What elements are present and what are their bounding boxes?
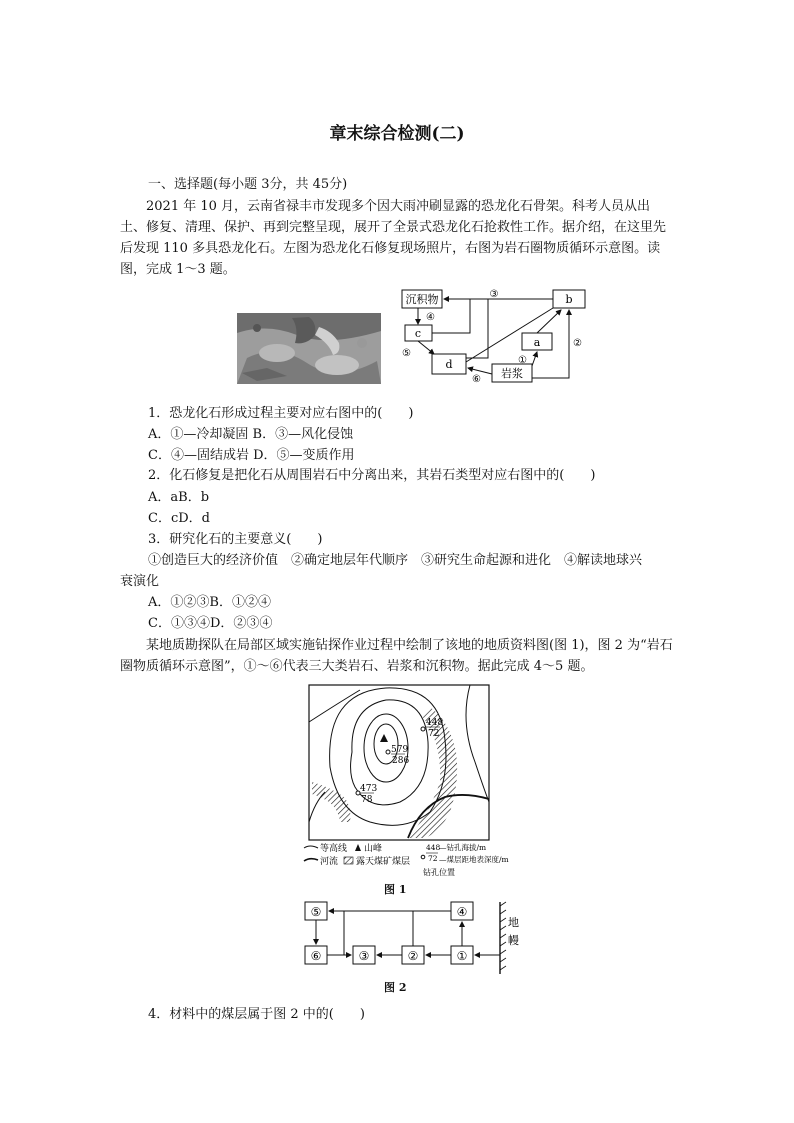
bh1-depth: 72 (428, 729, 440, 739)
q4-stem: 4．材料中的煤层属于图 2 中的( ) (148, 1007, 365, 1022)
q2-stem: 2．化石修复是把化石从周围岩石中分离出来，其岩石类型对应右图中的( ) (148, 468, 596, 483)
figure-2-rock-cycle (300, 896, 530, 978)
figure-1-geologic-map (300, 682, 530, 880)
intro-paragraph-1: 2021 年 10 月，云南省禄丰市发现多个因大雨冲刷显露的恐龙化石骨架。科考人员从出土、修复、清理、保护、再到完整呈现，展开了全景式恐龙化石抢救性工作。据介绍，在这里先后发现 110 多具恐龙化石。左图为恐龙化石修复现场照片，右图为岩石圈物质循环示意图。读图，完成 1～3 题。 (120, 199, 667, 277)
legend-coal: 露天煤矿煤层 (356, 857, 411, 867)
node-sediment: 沉积物 (405, 293, 439, 306)
legend-contour: 等高线 (320, 844, 348, 854)
legend-bh-altitude: —钻孔海拔/m (439, 843, 487, 852)
legend-bh-num-bot: 72 (428, 854, 438, 863)
mantle-label-2: 幔 (508, 934, 519, 947)
box-4: ④ (456, 905, 468, 919)
section-heading: 一、选择题(每小题 3分，共 45分) (148, 177, 348, 192)
figure-1-caption: 图 1 (384, 883, 407, 896)
fossil-restoration-photo (237, 313, 381, 384)
q3-options-ab: A．①②③B．①②④ (148, 595, 271, 610)
legend-bh-position: 钻孔位置 (423, 868, 455, 877)
q1-options-cd: C．④—固结成岩 D．⑤—变质作用 (148, 448, 355, 463)
rock-cycle-diagram (396, 286, 596, 391)
legend-peak: 山峰 (364, 844, 383, 854)
box-5: ⑤ (310, 905, 322, 919)
q3-options-line2: 衰演化 (120, 574, 160, 589)
node-c: c (414, 327, 422, 340)
mantle-label-1: 地 (508, 916, 519, 929)
box-1: ① (456, 949, 468, 963)
q3-options-cd: C．①③④D．②③④ (148, 616, 273, 631)
bh2-altitude: 579 (391, 745, 409, 755)
box-6: ⑥ (310, 949, 322, 963)
node-a: a (533, 336, 541, 349)
q2-options-cd: C．cD．d (148, 511, 210, 526)
bh1-altitude: 448 (426, 718, 444, 728)
box-3: ③ (358, 949, 370, 963)
label-3: ③ (489, 289, 499, 300)
q3-stem: 3．研究化石的主要意义( ) (148, 532, 323, 547)
q1-options-ab: A．①—冷却凝固 B．③—风化侵蚀 (148, 427, 354, 442)
page-title: 章末综合检测(二) (329, 124, 465, 144)
legend-bh-depth: —煤层距地表深度/m (439, 855, 509, 864)
bh3-altitude: 473 (360, 784, 378, 794)
intro-paragraph-2: 某地质勘探队在局部区域实施钻探作业过程中绘制了该地的地质资料图(图 1)，图 2 为“岩石圈物质循环示意图”，①～⑥代表三大类岩石、岩浆和沉积物。据此完成 4～5 题。 (120, 638, 673, 674)
legend-bh-num-top: 448 (426, 843, 441, 852)
figure-2-caption: 图 2 (384, 981, 407, 994)
node-d: d (445, 358, 453, 371)
bh3-depth: 78 (361, 795, 373, 805)
q1-stem: 1．恐龙化石形成过程主要对应右图中的( ) (148, 406, 414, 421)
node-b: b (565, 293, 573, 306)
box-2: ② (407, 949, 419, 963)
q3-options-line1: ①创造巨大的经济价值 ②确定地层年代顺序 ③研究生命起源和进化 ④解读地球兴 (148, 553, 643, 568)
bh2-depth: 286 (392, 756, 410, 766)
label-6: ⑥ (472, 374, 481, 385)
node-magma: 岩浆 (501, 367, 523, 380)
label-4: ④ (426, 312, 435, 323)
legend-river: 河流 (320, 857, 339, 867)
label-2: ② (573, 338, 582, 349)
label-1: ① (518, 355, 527, 366)
label-5: ⑤ (402, 348, 411, 359)
q2-options-ab: A．aB．b (148, 490, 210, 505)
